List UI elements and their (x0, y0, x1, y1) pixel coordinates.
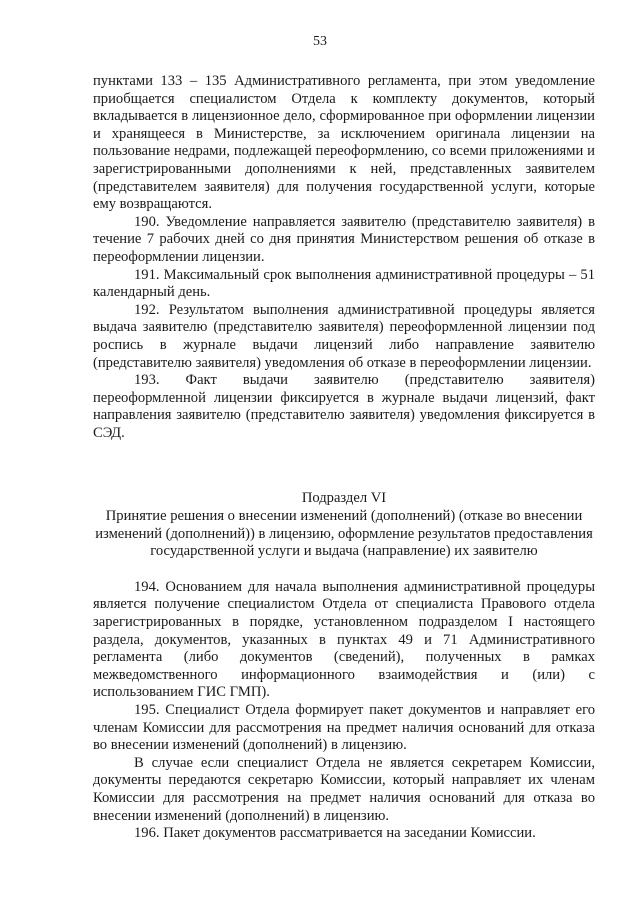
paragraph-195-continued: В случае если специалист Отдела не является секретарем Комиссии, документы передаются секретарю Комиссии, который направляет их членам Комиссии для рассмотрения на предмет наличия оснований для отказа во внесении изменений (дополнений) в лицензию. (93, 754, 595, 824)
paragraph-190: 190. Уведомление направляется заявителю (представителю заявителя) в течение 7 рабочих дней со дня принятия Министерством решения об отказе в переоформлении лицензии. (93, 213, 595, 265)
paragraph-194: 194. Основанием для начала выполнения административной процедуры является получение специалистом Отдела от специалиста Правового отдела зарегистрированных в порядке, установленном подразделом I настоящего раздела, документов, указанных в пунктах 49 и 71 Административного регламента (либо документов (сведений), полученных в рамках межведомственного информационного взаимодействия и (или) с использованием ГИС ГМП). (93, 578, 595, 701)
paragraph-191: 191. Максимальный срок выполнения административной процедуры – 51 календарный день. (93, 266, 595, 301)
paragraph-196: 196. Пакет документов рассматривается на заседании Комиссии. (134, 825, 536, 842)
document-body (93, 73, 595, 843)
paragraph-192: 192. Результатом выполнения административной процедуры является выдача заявителю (представителю заявителя) переоформленной лицензии под роспись в журнале выдачи лицензий либо направление заявителю (представителю заявителя) уведомления об отказе в переоформлении лицензии. (93, 301, 595, 371)
paragraph-continuation: пунктами 133 – 135 Административного регламента, при этом уведомление приобщается специалистом Отдела к комплекту документов, который вкладывается в лицензионное дело, сформированное при оформлении лицензии и хранящееся в Министерстве, за исключением оригинала лицензии на пользование недрами, подлежащей переоформлению, со всеми приложениями и зарегистрированными дополнениями к ней, представленных заявителем (представителем заявителя) для получения государственной услуги, которые ему возвращаются. (93, 73, 595, 213)
paragraph-193: 193. Факт выдачи заявителю (представителю заявителя) переоформленной лицензии фиксируется в журнале выдачи лицензий, факт направления заявителю (представителю заявителя) уведомления фиксируется в СЭД. (93, 372, 595, 441)
subsection-label: Подраздел VI (301, 490, 387, 507)
page-number: 53 (313, 34, 327, 49)
subsection-title: Принятие решения о внесении изменений (дополнений) (отказе во внесении изменений (дополнений)) в лицензию, оформление результатов предоставления государственной услуги и выдача (направление) их заявителю (95, 508, 593, 560)
paragraph-195: 195. Специалист Отдела формирует пакет документов и направляет его членам Комиссии для рассмотрения на предмет наличия оснований для отказа во внесении изменений (дополнений) в лицензию. (93, 702, 595, 754)
